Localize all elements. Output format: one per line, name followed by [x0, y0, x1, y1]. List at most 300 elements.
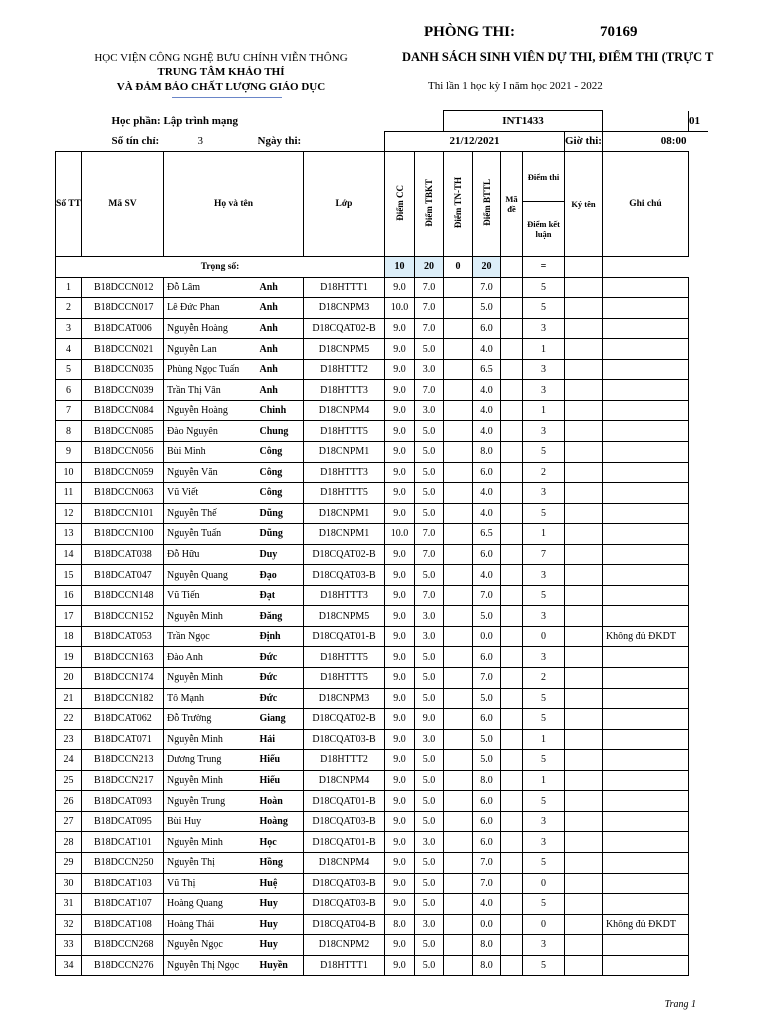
cell-stt: 9 [56, 442, 82, 463]
cell-kl: 5 [523, 852, 565, 873]
cell-ho: Nguyễn Thị Ngọc [164, 955, 258, 976]
cell-ma: B18DCAT107 [82, 894, 164, 915]
cell-bt: 6.0 [473, 709, 501, 730]
cell-kl: 5 [523, 894, 565, 915]
cell-ky [565, 894, 603, 915]
cell-bt: 0.0 [473, 914, 501, 935]
cell-bt: 6.0 [473, 462, 501, 483]
cell-kl: 5 [523, 298, 565, 319]
cell-kl: 0 [523, 873, 565, 894]
cell-cc: 9.0 [385, 380, 415, 401]
cell-de [501, 894, 523, 915]
cell-cc: 9.0 [385, 729, 415, 750]
cell-ky [565, 626, 603, 647]
table-row [56, 852, 708, 873]
table-row [56, 380, 708, 401]
cell-ma: B18DCCN213 [82, 750, 164, 771]
table-row [56, 729, 708, 750]
cell-bt: 6.0 [473, 318, 501, 339]
cell-ky [565, 503, 603, 524]
cell-ho: Vũ Thị [164, 873, 258, 894]
cell-de [501, 318, 523, 339]
col-ho-ten: Họ và tên [164, 152, 304, 257]
cell-tn [444, 462, 473, 483]
col-ky-ten: Ký tên [565, 152, 603, 257]
col-lop: Lớp [304, 152, 385, 257]
cell-tn [444, 421, 473, 442]
cell-lop: D18CNPM4 [304, 852, 385, 873]
cell-stt: 34 [56, 955, 82, 976]
cell-ho: Nguyễn Thế [164, 503, 258, 524]
cell-kl: 1 [523, 770, 565, 791]
cell-kt: 5.0 [415, 791, 444, 812]
cell-bt: 5.0 [473, 298, 501, 319]
cell-ma: B18DCAT093 [82, 791, 164, 812]
cell-de [501, 750, 523, 771]
cell-kt: 5.0 [415, 811, 444, 832]
cell-lop: D18HTTT2 [304, 359, 385, 380]
cell-ho: Nguyễn Minh [164, 729, 258, 750]
weight-tnth: 0 [444, 257, 473, 278]
weights-label: Trọng số: [56, 257, 385, 278]
cell-ma: B18DCCN152 [82, 606, 164, 627]
cell-ten: Huy [258, 914, 304, 935]
cell-stt: 28 [56, 832, 82, 853]
cell-ghi [602, 359, 688, 380]
cell-stt: 26 [56, 791, 82, 812]
ngay-thi-value: 21/12/2021 [385, 131, 565, 152]
cell-stt: 25 [56, 770, 82, 791]
cell-ghi [602, 811, 688, 832]
cell-ma: B18DCCN268 [82, 935, 164, 956]
cell-ky [565, 277, 603, 298]
cell-ghi [602, 668, 688, 689]
cell-de [501, 811, 523, 832]
tin-chi-row [56, 131, 708, 152]
cell-kl: 1 [523, 524, 565, 545]
cell-ho: Đỗ Lâm [164, 277, 258, 298]
cell-kl: 3 [523, 565, 565, 586]
cell-tn [444, 380, 473, 401]
header-row-1 [56, 152, 708, 202]
table-row [56, 421, 708, 442]
cell-ho: Bùi Minh [164, 442, 258, 463]
cell-kl: 5 [523, 503, 565, 524]
table-row [56, 400, 708, 421]
cell-bt: 6.0 [473, 832, 501, 853]
cell-stt: 12 [56, 503, 82, 524]
cell-cc: 9.0 [385, 955, 415, 976]
cell-tn [444, 565, 473, 586]
cell-ho: Dương Trung [164, 750, 258, 771]
cell-ma: B18DCCN217 [82, 770, 164, 791]
cell-lop: D18CQAT04-B [304, 914, 385, 935]
cell-cc: 9.0 [385, 709, 415, 730]
cell-ten: Huy [258, 935, 304, 956]
table-row [56, 770, 708, 791]
cell-lop: D18CQAT03-B [304, 729, 385, 750]
org-center-sub: VÀ ĐẢM BẢO CHẤT LƯỢNG GIÁO DỤC [116, 81, 326, 93]
cell-ho: Nguyễn Văn [164, 462, 258, 483]
cell-de [501, 585, 523, 606]
table-row [56, 832, 708, 853]
cell-stt: 10 [56, 462, 82, 483]
cell-ten: Dũng [258, 524, 304, 545]
cell-ghi [602, 729, 688, 750]
cell-lop: D18CQAT03-B [304, 565, 385, 586]
cell-kt: 5.0 [415, 852, 444, 873]
cell-kt: 3.0 [415, 914, 444, 935]
cell-ma: B18DCCN084 [82, 400, 164, 421]
cell-bt: 7.0 [473, 873, 501, 894]
phong-thi-label: PHÒNG THI: [424, 24, 515, 40]
cell-ma: B18DCAT062 [82, 709, 164, 730]
cell-kl: 1 [523, 729, 565, 750]
cell-cc: 10.0 [385, 524, 415, 545]
cell-de [501, 298, 523, 319]
cell-kl: 3 [523, 647, 565, 668]
cell-cc: 9.0 [385, 852, 415, 873]
col-ma-sv: Mã SV [82, 152, 164, 257]
cell-de [501, 832, 523, 853]
cell-kt: 5.0 [415, 462, 444, 483]
cell-cc: 9.0 [385, 462, 415, 483]
cell-kl: 2 [523, 668, 565, 689]
cell-tn [444, 647, 473, 668]
cell-lop: D18HTTT1 [304, 955, 385, 976]
cell-ghi [602, 935, 688, 956]
cell-ten: Công [258, 483, 304, 504]
cell-lop: D18CQAT03-B [304, 873, 385, 894]
cell-ky [565, 832, 603, 853]
cell-kl: 1 [523, 339, 565, 360]
cell-ky [565, 565, 603, 586]
cell-ky [565, 770, 603, 791]
table-row [56, 647, 708, 668]
cell-kt: 9.0 [415, 709, 444, 730]
cell-bt: 6.0 [473, 544, 501, 565]
cell-tn [444, 544, 473, 565]
cell-ho: Phùng Ngọc Tuấn [164, 359, 258, 380]
cell-kl: 3 [523, 935, 565, 956]
cell-ma: B18DCCN056 [82, 442, 164, 463]
col-ma-de: Mã đề [501, 152, 523, 257]
table-row [56, 750, 708, 771]
cell-kl: 3 [523, 380, 565, 401]
col-diem-ket-luan: Điểm kết luận [523, 202, 565, 257]
cell-tn [444, 318, 473, 339]
cell-kl: 0 [523, 626, 565, 647]
cell-stt: 22 [56, 709, 82, 730]
cell-cc: 9.0 [385, 811, 415, 832]
cell-ten: Anh [258, 380, 304, 401]
cell-ho: Đào Anh [164, 647, 258, 668]
cell-cc: 9.0 [385, 318, 415, 339]
cell-bt: 4.0 [473, 565, 501, 586]
cell-ky [565, 955, 603, 976]
cell-bt: 5.0 [473, 729, 501, 750]
cell-ghi: Không đủ ĐKDT [602, 626, 688, 647]
cell-de [501, 668, 523, 689]
cell-de [501, 873, 523, 894]
cell-ten: Đạt [258, 585, 304, 606]
phong-thi-number: 70169 [600, 24, 638, 40]
org-name: HỌC VIỆN CÔNG NGHỆ BƯU CHÍNH VIỄN THÔNG [94, 52, 348, 64]
so-tin-chi-label: Số tín chỉ: [111, 135, 160, 148]
cell-lop: D18HTTT3 [304, 462, 385, 483]
cell-ma: B18DCCN174 [82, 668, 164, 689]
cell-ghi [602, 400, 688, 421]
cell-kl: 3 [523, 359, 565, 380]
cell-ghi [602, 277, 688, 298]
cell-tn [444, 585, 473, 606]
cell-kt: 5.0 [415, 442, 444, 463]
cell-tn [444, 483, 473, 504]
cell-kt: 3.0 [415, 606, 444, 627]
table-row [56, 483, 708, 504]
cell-cc: 9.0 [385, 339, 415, 360]
cell-lop: D18CNPM1 [304, 503, 385, 524]
cell-ky [565, 688, 603, 709]
cell-ho: Nguyễn Hoàng [164, 318, 258, 339]
cell-cc: 9.0 [385, 442, 415, 463]
cell-ma: B18DCAT101 [82, 832, 164, 853]
cell-stt: 27 [56, 811, 82, 832]
hoc-phan-row [56, 111, 708, 132]
cell-ghi [602, 688, 688, 709]
cell-cc: 9.0 [385, 421, 415, 442]
col-ghi-chu: Ghi chú [602, 152, 688, 257]
cell-ten: Anh [258, 277, 304, 298]
cell-ho: Trần Thị Vân [164, 380, 258, 401]
cell-ho: Nguyễn Lan [164, 339, 258, 360]
cell-kt: 3.0 [415, 400, 444, 421]
cell-ma: B18DCAT006 [82, 318, 164, 339]
cell-kt: 5.0 [415, 483, 444, 504]
cell-stt: 16 [56, 585, 82, 606]
cell-stt: 30 [56, 873, 82, 894]
cell-tn [444, 750, 473, 771]
cell-ky [565, 729, 603, 750]
cell-ky [565, 483, 603, 504]
cell-ho: Nguyễn Minh [164, 770, 258, 791]
cell-cc: 9.0 [385, 483, 415, 504]
cell-ma: B18DCCN085 [82, 421, 164, 442]
cell-ghi [602, 380, 688, 401]
cell-kt: 5.0 [415, 647, 444, 668]
cell-bt: 4.0 [473, 421, 501, 442]
cell-tn [444, 914, 473, 935]
cell-kt: 3.0 [415, 729, 444, 750]
cell-kl: 1 [523, 400, 565, 421]
cell-lop: D18CQAT03-B [304, 894, 385, 915]
cell-cc: 9.0 [385, 585, 415, 606]
cell-ky [565, 852, 603, 873]
cell-ten: Anh [258, 359, 304, 380]
cell-ky [565, 298, 603, 319]
cell-ghi [602, 298, 688, 319]
cell-stt: 3 [56, 318, 82, 339]
cell-de [501, 462, 523, 483]
cell-bt: 6.0 [473, 811, 501, 832]
cell-ghi [602, 832, 688, 853]
cell-cc: 9.0 [385, 873, 415, 894]
cell-kt: 3.0 [415, 626, 444, 647]
cell-tn [444, 524, 473, 545]
cell-stt: 7 [56, 400, 82, 421]
cell-bt: 7.0 [473, 585, 501, 606]
cell-ho: Nguyễn Trung [164, 791, 258, 812]
cell-cc: 9.0 [385, 647, 415, 668]
cell-ghi [602, 955, 688, 976]
cell-lop: D18CQAT03-B [304, 811, 385, 832]
cell-ky [565, 318, 603, 339]
cell-stt: 20 [56, 668, 82, 689]
cell-de [501, 626, 523, 647]
table-row [56, 298, 708, 319]
cell-ma: B18DCCN250 [82, 852, 164, 873]
cell-ghi [602, 606, 688, 627]
cell-kt: 7.0 [415, 585, 444, 606]
cell-cc: 9.0 [385, 277, 415, 298]
nhom-value: 01 [688, 111, 708, 132]
cell-lop: D18CNPM1 [304, 442, 385, 463]
cell-bt: 4.0 [473, 503, 501, 524]
cell-de [501, 955, 523, 976]
cell-lop: D18CNPM3 [304, 688, 385, 709]
cell-kt: 7.0 [415, 380, 444, 401]
cell-de [501, 647, 523, 668]
cell-ky [565, 811, 603, 832]
cell-tn [444, 894, 473, 915]
cell-ten: Đạo [258, 565, 304, 586]
document-subtitle: Thi lần 1 học kỳ I năm học 2021 - 2022 [428, 80, 603, 92]
so-tin-chi-value: 3 [197, 135, 203, 148]
cell-ten: Huy [258, 894, 304, 915]
cell-ky [565, 709, 603, 730]
cell-bt: 6.0 [473, 647, 501, 668]
cell-ten: Công [258, 462, 304, 483]
document-title: DANH SÁCH SINH VIÊN DỰ THI, ĐIỂM THI (TRỰC T [402, 50, 714, 64]
cell-lop: D18CQAT01-B [304, 791, 385, 812]
cell-de [501, 914, 523, 935]
table-row [56, 524, 708, 545]
cell-ten: Anh [258, 298, 304, 319]
cell-stt: 31 [56, 894, 82, 915]
table-row [56, 318, 708, 339]
cell-ma: B18DCCN100 [82, 524, 164, 545]
cell-ten: Anh [258, 339, 304, 360]
cell-bt: 0.0 [473, 626, 501, 647]
cell-ma: B18DCCN276 [82, 955, 164, 976]
cell-bt: 4.0 [473, 894, 501, 915]
cell-ho: Hoàng Quang [164, 894, 258, 915]
cell-kt: 5.0 [415, 873, 444, 894]
cell-kl: 3 [523, 832, 565, 853]
cell-kl: 3 [523, 811, 565, 832]
cell-kl: 5 [523, 585, 565, 606]
cell-cc: 9.0 [385, 791, 415, 812]
cell-bt: 6.5 [473, 524, 501, 545]
cell-tn [444, 339, 473, 360]
cell-tn [444, 811, 473, 832]
cell-cc: 9.0 [385, 400, 415, 421]
cell-kt: 5.0 [415, 894, 444, 915]
cell-kt: 5.0 [415, 688, 444, 709]
cell-ghi [602, 318, 688, 339]
table-row [56, 544, 708, 565]
cell-ky [565, 791, 603, 812]
cell-bt: 7.0 [473, 277, 501, 298]
cell-ma: B18DCAT108 [82, 914, 164, 935]
table-row [56, 565, 708, 586]
cell-ten: Định [258, 626, 304, 647]
hoc-phan-label: Học phần: [111, 114, 161, 127]
cell-ky [565, 442, 603, 463]
cell-ho: Đỗ Hữu [164, 544, 258, 565]
cell-ten: Chinh [258, 400, 304, 421]
cell-kl: 5 [523, 442, 565, 463]
cell-tn [444, 668, 473, 689]
table-row [56, 668, 708, 689]
cell-stt: 4 [56, 339, 82, 360]
cell-cc: 9.0 [385, 668, 415, 689]
cell-tn [444, 852, 473, 873]
cell-tn [444, 688, 473, 709]
cell-ho: Nguyễn Tuấn [164, 524, 258, 545]
cell-ho: Vũ Tiến [164, 585, 258, 606]
cell-ma: B18DCCN021 [82, 339, 164, 360]
col-stt: Số TT [56, 152, 82, 257]
table-row [56, 606, 708, 627]
cell-lop: D18CNPM3 [304, 298, 385, 319]
cell-de [501, 421, 523, 442]
cell-ky [565, 750, 603, 771]
cell-kl: 3 [523, 421, 565, 442]
cell-stt: 24 [56, 750, 82, 771]
cell-bt: 8.0 [473, 955, 501, 976]
org-center: TRUNG TÂM KHẢO THÍ [157, 66, 285, 78]
cell-ho: Nguyễn Quang [164, 565, 258, 586]
table-row [56, 503, 708, 524]
cell-ten: Anh [258, 318, 304, 339]
cell-ho: Hoàng Thái [164, 914, 258, 935]
cell-ten: Chung [258, 421, 304, 442]
cell-stt: 18 [56, 626, 82, 647]
cell-lop: D18HTTT3 [304, 585, 385, 606]
cell-ten: Dũng [258, 503, 304, 524]
cell-ho: Bùi Huy [164, 811, 258, 832]
cell-de [501, 359, 523, 380]
cell-tn [444, 442, 473, 463]
cell-bt: 8.0 [473, 770, 501, 791]
table-row [56, 462, 708, 483]
cell-de [501, 791, 523, 812]
cell-stt: 32 [56, 914, 82, 935]
cell-lop: D18HTTT5 [304, 421, 385, 442]
cell-bt: 4.0 [473, 483, 501, 504]
cell-kl: 5 [523, 709, 565, 730]
cell-ten: Hoàng [258, 811, 304, 832]
cell-ten: Hồng [258, 852, 304, 873]
weight-thi: = [523, 257, 565, 278]
cell-ten: Đăng [258, 606, 304, 627]
cell-kl: 3 [523, 318, 565, 339]
cell-ten: Đức [258, 688, 304, 709]
cell-tn [444, 873, 473, 894]
ngay-thi-label: Ngày thi: [257, 135, 302, 148]
cell-de [501, 606, 523, 627]
